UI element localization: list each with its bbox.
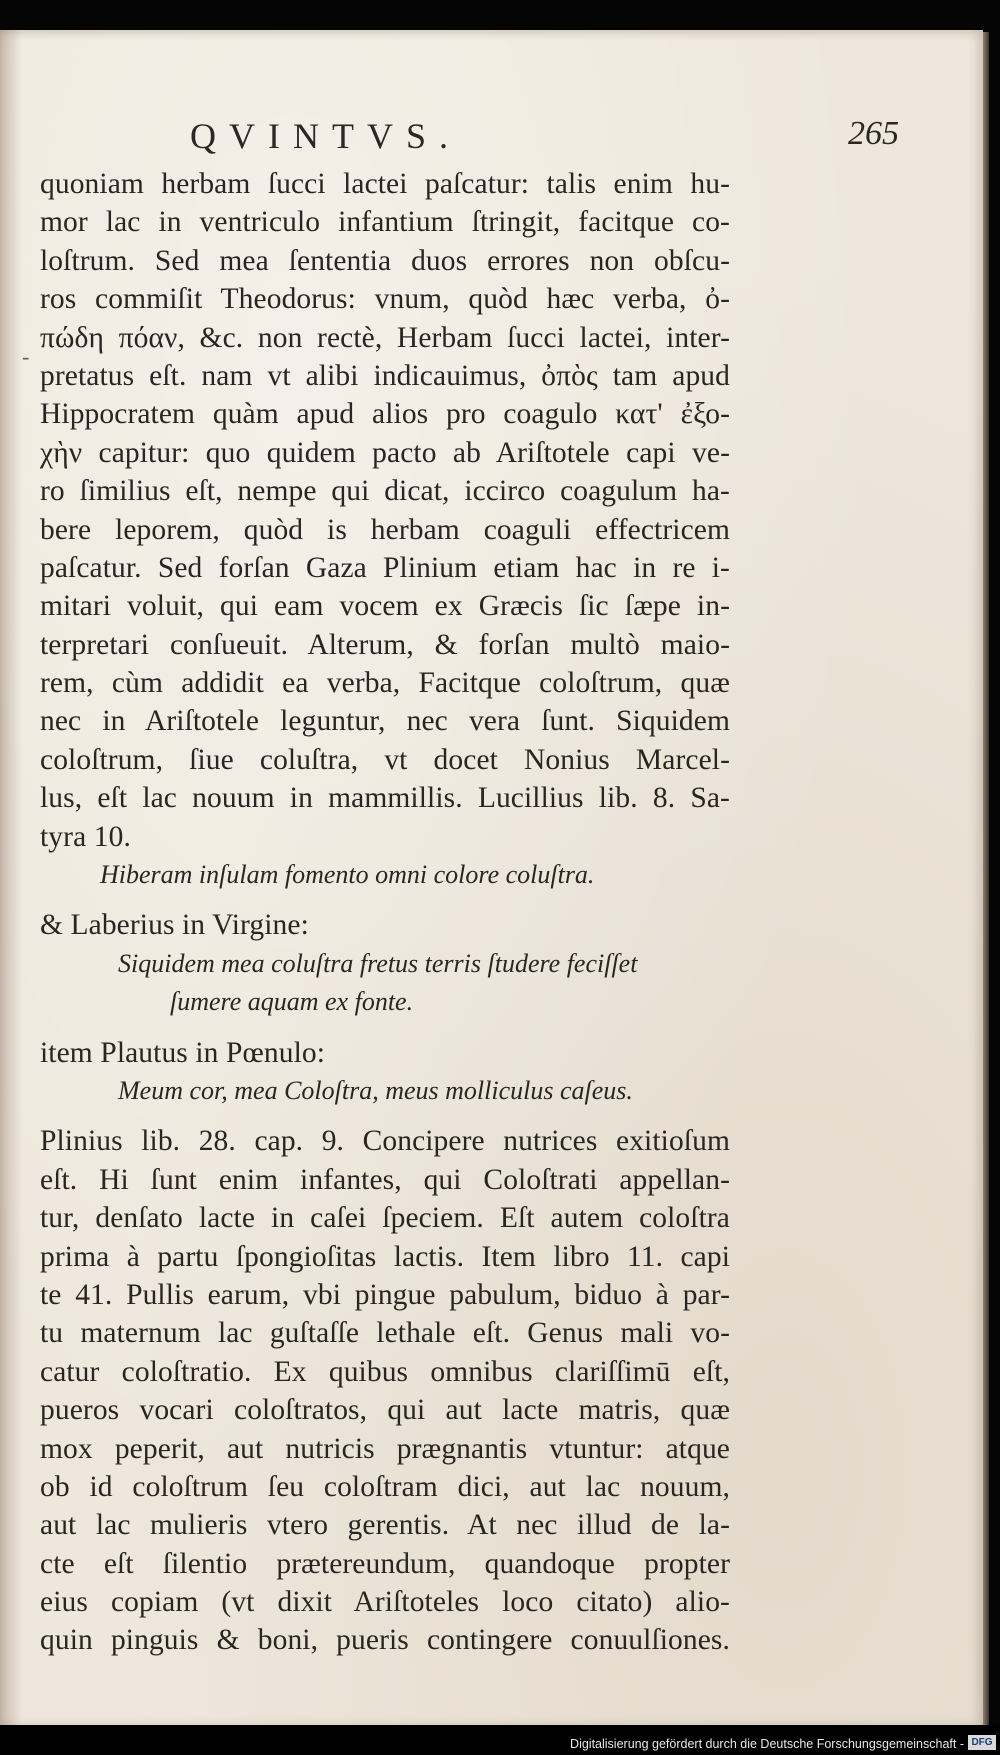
text-line: lus, eſt lac nouum in mammillis. Lucillius lib. 8. Sa- — [40, 782, 730, 815]
citation-intro-laberius: & Laberius in Virgine: — [40, 909, 309, 942]
page-number: 265 — [848, 115, 899, 152]
verse-quote-plautus: Meum cor, mea Coloſtra, meus molliculus caſeus. — [118, 1075, 633, 1105]
text-line: Hippocratem quàm apud alios pro coagulo κατ' ἐξο- — [40, 398, 730, 431]
text-line: coloſtrum, ſiue coluſtra, vt docet Nonius Marcel- — [40, 743, 730, 776]
text-line: bere leporem, quòd is herbam coaguli effectricem — [40, 513, 730, 546]
text-line: te 41. Pullis earum, vbi pingue pabulum, biduo à par- — [40, 1278, 730, 1311]
text-line: pueros vocari coloſtratos, qui aut lacte matris, quæ — [40, 1394, 730, 1427]
page-edge — [983, 32, 989, 1725]
gutter-shadow — [0, 30, 22, 1725]
text-line: tur, denſato lacte in caſei ſpeciem. Eſt autem coloſtra — [40, 1202, 730, 1235]
text-line: Plinius lib. 28. cap. 9. Concipere nutrices exitioſum — [40, 1125, 730, 1158]
verse-quote-laberius-1: Siquidem mea coluſtra fretus terris ſtudere feciſſet — [118, 948, 638, 978]
text-line: quin pinguis & boni, pueris contingere conuulſiones. — [40, 1624, 730, 1657]
spacer — [40, 1022, 730, 1034]
text-line: mox peperit, aut nutricis prægnantis vtuntur: atque — [40, 1432, 730, 1465]
verse-quote-laberius-2: ſumere aquam ex fonte. — [170, 987, 414, 1017]
text-line: ro ſimilius eſt, nempe qui dicat, iccirco coagulum ha- — [40, 475, 730, 508]
text-line: terpretari conſueuit. Alterum, & forſan multò maio- — [40, 628, 730, 661]
digitization-credit: Digitalisierung gefördert durch die Deutsche Forschungsgemeinschaft - — [570, 1737, 964, 1751]
margin-mark: - — [22, 344, 30, 369]
spacer — [40, 1110, 730, 1122]
text-line: eius copiam (vt dixit Ariſtoteles loco citato) alio- — [40, 1586, 730, 1619]
text-line: quoniam herbam ſucci lactei paſcatur: talis enim hu- — [40, 168, 730, 200]
text-line: paſcatur. Sed forſan Gaza Plinium etiam hac in re i- — [40, 551, 730, 584]
text-line: mitari voluit, qui eam vocem ex Græcis ſic ſæpe in- — [40, 590, 730, 623]
text-line: pretatus eſt. nam vt alibi indicauimus, ὀπὸς tam apud — [40, 359, 730, 392]
text-line: prima à partu ſpongioſitas lactis. Item libro 11. capi — [40, 1240, 730, 1273]
spacer — [40, 894, 730, 906]
text-line: ros commiſit Theodorus: vnum, quòd hæc verba, ὀ- — [40, 283, 730, 316]
text-line: πώδη πόαν, &c. non rectè, Herbam ſucci lactei, inter- — [40, 321, 730, 354]
verse-quote-lucillius: Hiberam inſulam fomento omni colore coluſtra. — [100, 860, 595, 890]
running-head: QVINTVS. — [190, 116, 461, 156]
text-line: ob id coloſtrum ſeu coloſtram dici, aut lac nouum, — [40, 1470, 730, 1503]
text-line: cte eſt ſilentio prætereundum, quandoque propter — [40, 1547, 730, 1580]
text-line: rem, cùm addidit ea verba, Facitque coloſtrum, quæ — [40, 667, 730, 700]
text-line: mor lac in ventriculo infantium ſtringit, facitque co- — [40, 206, 730, 239]
text-line: aut lac mulieris vtero gerentis. At nec illud de la- — [40, 1509, 730, 1542]
text-line: nec in Ariſtotele leguntur, nec vera ſunt. Siquidem — [40, 705, 730, 738]
text-line: χὴν capitur: quo quidem pacto ab Ariſtotele capi ve- — [40, 436, 730, 469]
text-line: eſt. Hi ſunt enim infantes, qui Coloſtrati appellan- — [40, 1163, 730, 1196]
text-line: catur coloſtratio. Ex quibus omnibus clariſſimū eſt, — [40, 1355, 730, 1388]
text-line: loſtrum. Sed mea ſententia duos errores non obſcu- — [40, 244, 730, 277]
dfg-logo: DFG — [968, 1735, 996, 1750]
text-line: tyra 10. — [40, 820, 131, 853]
body-text — [40, 165, 730, 1660]
citation-intro-plautus: item Plautus in Pœnulo: — [40, 1036, 326, 1069]
text-line: tu maternum lac guſtaſſe lethale eſt. Genus mali vo- — [40, 1317, 730, 1350]
